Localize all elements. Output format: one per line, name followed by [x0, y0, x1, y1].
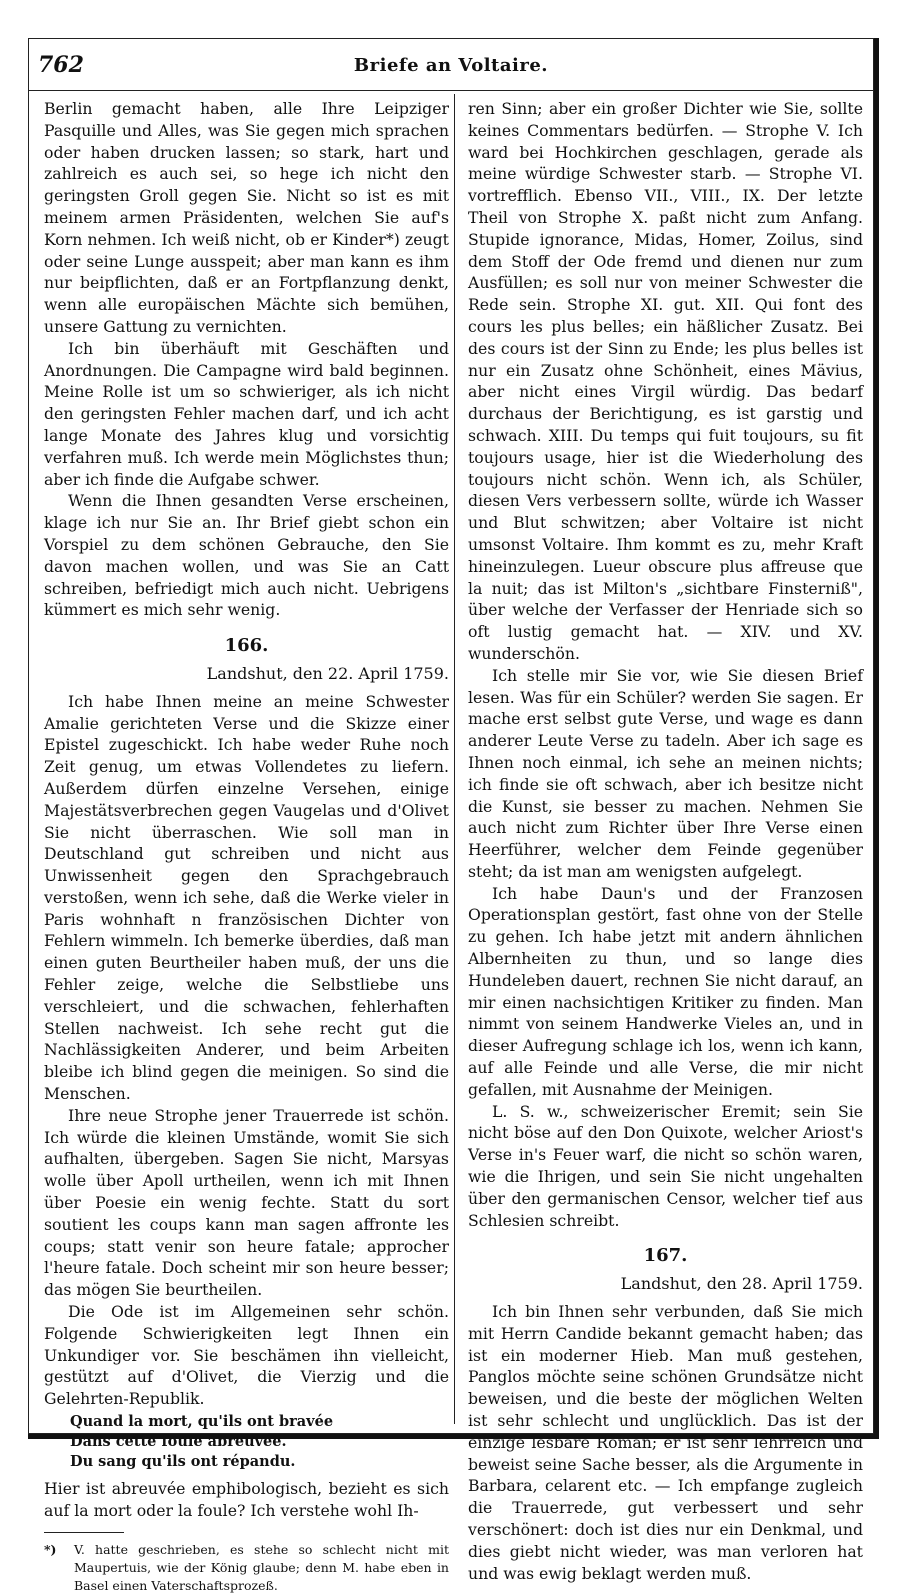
- letter-number: 167.: [643, 1245, 688, 1267]
- footnote-text: V. hatte geschrieben, es stehe so schlecht nicht mit Maupertuis, wie der König glaube; denn M. habe eben in Basel einen Vaterschaftsprozeß.: [74, 1541, 449, 1593]
- paragraph: Hier ist abreuvée emphibologisch, bezieht es sich auf la mort oder la foule? Ich verstehe wohl Ih-: [44, 1479, 449, 1520]
- running-title: Briefe an Voltaire.: [353, 55, 549, 76]
- paragraph: Ihre neue Strophe jener Trauerrede ist schön. Ich würde die kleinen Umstände, womit Sie sich aufhalten, übergeben. Sagen Sie nicht, Marsyas wolle über Apoll urtheilen, wenn ich mit Ihnen über Poesie ein wenig fechte. Statt du sort soutient les coups kann man sagen affronte les coups; statt venir son heure fatale; approcher l'heure fatale. Doch scheint mir son heure besser; das mögen Sie beurtheilen.: [44, 1105, 449, 1300]
- paragraph: L. S. w., schweizerischer Eremit; sein Sie nicht böse auf den Don Quixote, welcher Ariost's Verse in's Feuer warf, die nicht so schön waren, wie die Ihrigen, und sein Sie nicht ungehalten über den germanischen Censor, welcher tief aus Schlesien schreibt.: [468, 1101, 863, 1230]
- dateline: Landshut, den 22. April 1759.: [206, 663, 449, 683]
- paragraph: Ich habe Ihnen meine an meine Schwester Amalie gerichteten Verse und die Skizze einer Epistel zugeschickt. Ich habe weder Ruhe noch Zeit genug, um etwas Vollendetes zu liefern. Außerdem dürfen einzelne Versehen, einige Majestätsverbrechen gegen Vaugelas und d'Olivet Sie nicht überraschen. Wie soll man in Deutschland gut schreiben und nicht aus Unwissenheit gegen den Sprachgebrauch verstoßen, wenn ich sehe, daß die Werke vieler in Paris wohnhaft n französischen Dichter von Fehlern wimmeln. Ich bemerke überdies, daß man einen guten Beurtheiler haben muß, der uns die Fehler zeige, welche die Selbstliebe uns verschleiert, und die schwachen, fehlerhaften Stellen nachweist. Ich sehe recht gut die Nachlässigkeiten Anderer, und beim Arbeiten bleibe ich blind gegen die meinigen. So sind die Menschen.: [44, 691, 449, 1104]
- verse-line: Du sang qu'ils ont répandu.: [70, 1453, 296, 1471]
- letter-number: 166.: [224, 635, 269, 657]
- paragraph: Die Ode ist im Allgemeinen sehr schön. Folgende Schwierigkeiten legt Ihnen ein Unkundiger vor. Sie beschämen ihn vielleicht, gestützt auf d'Olivet, die Vierzig und die Gelehrten-Republik.: [44, 1302, 449, 1409]
- verse-line: Dans cette foule abreuvée.: [70, 1433, 287, 1451]
- dateline: Landshut, den 28. April 1759.: [620, 1274, 863, 1294]
- column-divider: [454, 94, 455, 1424]
- footnote: [44, 1541, 449, 1595]
- book-page: [28, 38, 879, 1593]
- paragraph: ren Sinn; aber ein großer Dichter wie Sie, sollte keines Commentars bedürfen. — Strophe V. Ich ward bei Hochkirchen geschlagen, gerade als meine würdige Schwester starb. — Strophe VI. vortrefflich. Ebenso VII., VIII., IX. Der letzte Theil von Strophe X. paßt nicht zum Anfang. Stupide ignorance, Midas, Homer, Zoilus, sind dem Stoff der Ode fremd und dienen nur zum Ausfüllen; es soll nur von meiner Schwester die Rede sein. Strophe XI. gut. XII. Qui font des cours les plus belles; ein häßlicher Zusatz. Bei des cours ist der Sinn zu Ende; les plus belles ist nur ein Zusatz ohne Schönheit, eines Mävius, aber nicht eines Virgil würdig. Das bedarf durchaus der Berichtigung, es ist garstig und schwach. XIII. Du temps qui fuit toujours, su fit toujours usage, hier ist die Wiederholung des toujours nicht schön. Wenn ich, als Schüler, diesen Vers verbessern sollte, würde ich Wasser und Blut schwitzen; aber Voltaire ist nicht umsonst Voltaire. Ihm kommt es zu, mehr Kraft hineinzulegen. Lueur obscure plus affreuse que la nuit; das ist Milton's „sichtbare Finsterniß", über welche der Verfasser der Henriade sich so oft lustig gemacht hat. — XIV. und XV. wunderschön.: [468, 99, 863, 663]
- paragraph: Ich bin Ihnen sehr verbunden, daß Sie mich mit Herrn Candide bekannt gemacht haben; das ist ein moderner Hieb. Man muß gestehen, Panglos möchte seine schönen Grundsätze nicht beweisen, und die beste der möglichen Welten ist sehr schlecht und unglücklich. Das ist der einzige lesbare Roman; er ist sehr lehrreich und beweist seine Sache besser, als die Argumente in Barbara, celarent etc. — Ich empfange zugleich die Trauerrede, gut verbessert und sehr verschönert: doch ist dies nur ein Denkmal, und dies giebt nicht wieder, was man verloren hat und was ewig beklagt werden muß.: [468, 1302, 863, 1583]
- paragraph: Berlin gemacht haben, alle Ihre Leipziger Pasquille und Alles, was Sie gegen mich sprachen oder haben drucken lassen; so stark, hart und zahlreich es auch sei, so hege ich nicht den geringsten Groll gegen Sie. Nicht so ist es mit meinem armen Präsidenten, welchen Sie auf's Korn nehmen. Ich weiß nicht, ob er Kinder*) zeugt oder seine Lunge ausspeit; aber man kann es ihm nur beipflichten, daß er an Fortpflanzung denkt, wenn alle europäischen Mächte sich bemühen, unsere Gattung zu vernichten.: [44, 99, 449, 336]
- verse-line: Quand la mort, qu'ils ont bravée: [70, 1413, 334, 1431]
- page-number: 762: [38, 52, 84, 78]
- footnote-rule: [44, 1532, 124, 1533]
- footnote-mark: *): [44, 1541, 57, 1557]
- paragraph: Wenn die Ihnen gesandten Verse erscheinen, klage ich nur Sie an. Ihr Brief giebt schon ein Vorspiel zu dem schönen Gebrauche, den Sie davon machen wollen, und was Sie an Catt schreiben, befriedigt mich auch nicht. Uebrigens kümmert es mich sehr wenig.: [44, 491, 449, 620]
- page-header: [28, 38, 874, 91]
- paragraph: Ich bin überhäuft mit Geschäften und Anordnungen. Die Campagne wird bald beginnen. Meine Rolle ist um so schwieriger, als ich nicht den geringsten Fehler machen darf, und ich acht lange Monate des Jahres klug und vorsichtig verfahren muß. Ich werde mein Möglichstes thun; aber ich finde die Aufgabe schwer.: [44, 338, 449, 489]
- verse-quote: [70, 1412, 449, 1472]
- left-column: [44, 98, 449, 1595]
- right-column: [468, 98, 863, 1584]
- paragraph: Ich stelle mir Sie vor, wie Sie diesen Brief lesen. Was für ein Schüler? werden Sie sagen. Er mache erst selbst gute Verse, und wage es dann anderer Leute Verse zu tadeln. Aber ich sage es Ihnen noch einmal, ich sehe an meinen nichts; ich finde sie oft schwach, aber ich besitze nicht die Kunst, sie besser zu machen. Nehmen Sie auch nicht zum Richter über Ihre Verse einen Heerführer, welcher dem Feinde gegenüber steht; da ist man am wenigsten aufgelegt.: [468, 665, 863, 881]
- paragraph: Ich habe Daun's und der Franzosen Operationsplan gestört, fast ohne von der Stelle zu gehen. Ich habe jetzt mit andern ähnlichen Albernheiten zu thun, und so lange dies Hundeleben dauert, rechnen Sie nicht darauf, an mir einen nachsichtigen Kritiker zu finden. Man nimmt von seinem Handwerke Vieles an, und in dieser Aufregung schlage ich los, wenn ich kann, auf alle Feinde und alle Verse, die mir nicht gefallen, mit Ausnahme der Meinigen.: [468, 883, 863, 1099]
